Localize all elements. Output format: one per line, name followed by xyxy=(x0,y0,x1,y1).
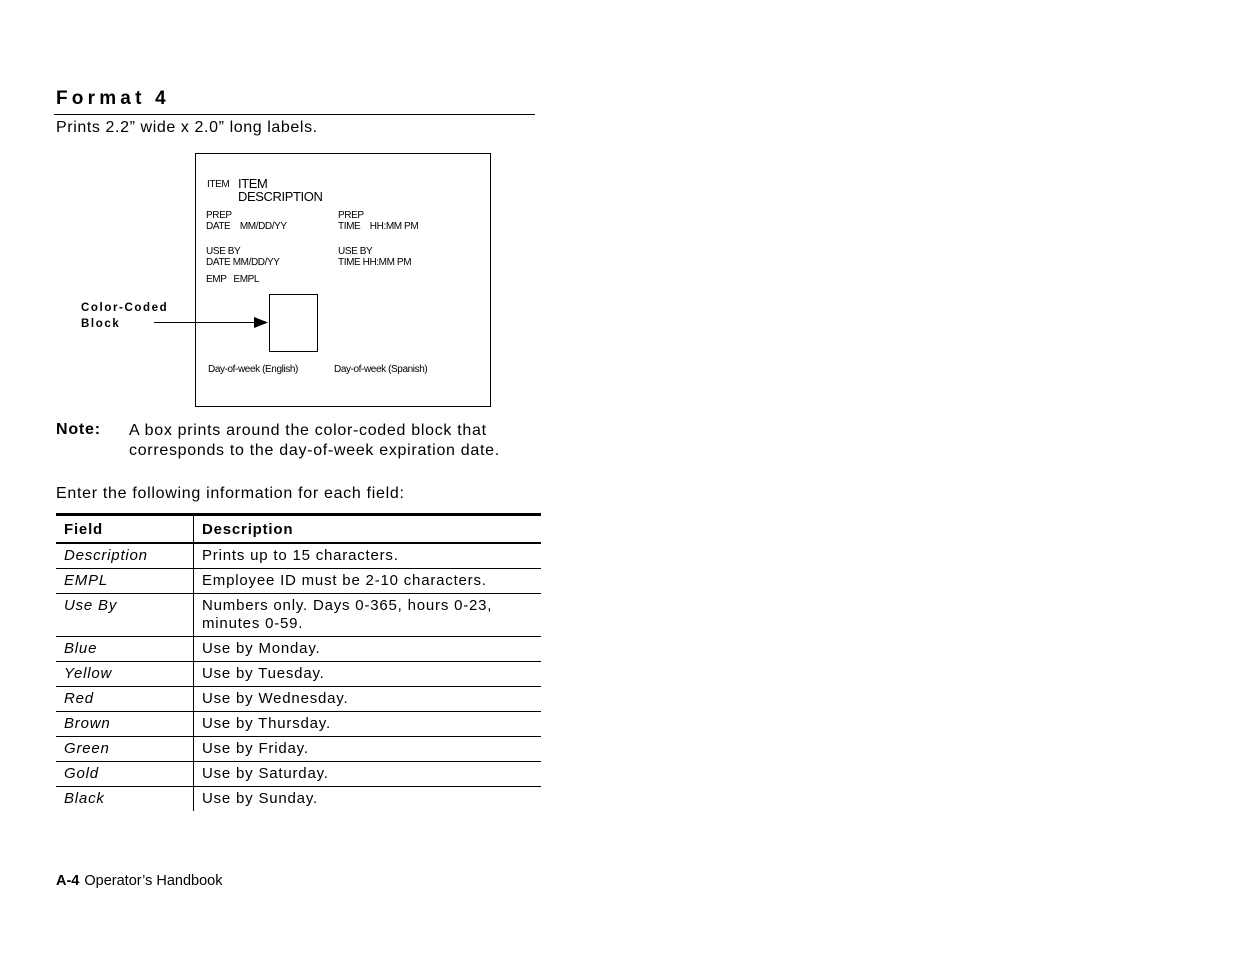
table-row xyxy=(56,594,541,637)
section-lead: Prints 2.2” wide x 2.0” long labels. xyxy=(56,119,318,136)
field-name: Description xyxy=(56,543,194,569)
field-description: Employee ID must be 2-10 characters. xyxy=(194,569,542,594)
field-description: Use by Sunday. xyxy=(202,790,318,807)
prep-time-line1: PREP xyxy=(338,210,364,221)
field-description: Use by Thursday. xyxy=(194,712,542,737)
use-by-date-line2: DATE MM/DD/YY xyxy=(206,257,280,268)
label-diagram xyxy=(195,153,491,407)
field-table xyxy=(56,513,541,811)
prep-time-line2: TIME HH:MM PM xyxy=(338,221,419,232)
table-row xyxy=(56,569,541,594)
table-row xyxy=(56,637,541,662)
field-name: EMPL xyxy=(56,569,194,594)
callout-line2: Block xyxy=(81,318,121,330)
callout-arrow-icon xyxy=(150,312,270,334)
table-row xyxy=(56,662,541,687)
document-title: Operator’s Handbook xyxy=(84,873,223,889)
table-instruction: Enter the following information for each field: xyxy=(56,485,405,502)
field-name: Blue xyxy=(56,637,194,662)
table-row xyxy=(56,737,541,762)
emp-field: EMP EMPL xyxy=(206,274,260,285)
dow-spanish: Day-of-week (Spanish) xyxy=(334,364,428,375)
field-name: Red xyxy=(56,687,194,712)
section-title: Format 4 xyxy=(56,88,170,109)
callout-line1: Color-Coded xyxy=(81,302,169,314)
table-row xyxy=(56,687,541,712)
table-header-row xyxy=(56,515,541,544)
field-name: Yellow xyxy=(56,662,194,687)
note-text: A box prints around the color-coded block that corresponds to the day-of-week expiration date. xyxy=(129,422,500,459)
field-name: Green xyxy=(56,737,194,762)
prep-date-line1: PREP xyxy=(206,210,232,221)
field-name: Gold xyxy=(56,762,194,787)
use-by-date-line1: USE BY xyxy=(206,246,241,257)
title-rule xyxy=(54,114,535,115)
color-coded-block xyxy=(269,294,318,352)
use-by-time-line2: TIME HH:MM PM xyxy=(338,257,412,268)
column-header-field: Field xyxy=(56,515,194,544)
page-number: A-4 xyxy=(56,873,80,889)
page-footer xyxy=(56,873,222,889)
table-row xyxy=(56,787,541,812)
dow-english: Day-of-week (English) xyxy=(208,364,298,375)
field-description: Prints up to 15 characters. xyxy=(194,543,542,569)
field-name: Black xyxy=(56,787,194,812)
use-by-time-line1: USE BY xyxy=(338,246,373,257)
field-description: Use by Tuesday. xyxy=(194,662,542,687)
field-name: Use By xyxy=(56,594,194,637)
note-label: Note: xyxy=(56,421,101,438)
item-value-line1: ITEM xyxy=(238,176,268,191)
table-row xyxy=(56,762,541,787)
field-description: Numbers only. Days 0-365, hours 0-23, minutes 0-59. xyxy=(194,594,542,637)
table-row xyxy=(56,712,541,737)
field-name: Brown xyxy=(56,712,194,737)
column-header-description: Description xyxy=(194,515,542,544)
item-label: ITEM xyxy=(207,179,230,190)
field-description: Use by Friday. xyxy=(194,737,542,762)
table-row xyxy=(56,543,541,569)
prep-date-line2: DATE MM/DD/YY xyxy=(206,221,287,232)
field-description: Use by Monday. xyxy=(194,637,542,662)
field-description: Use by Wednesday. xyxy=(194,687,542,712)
field-description: Use by Saturday. xyxy=(194,762,542,787)
item-value-line2: DESCRIPTION xyxy=(238,189,323,204)
